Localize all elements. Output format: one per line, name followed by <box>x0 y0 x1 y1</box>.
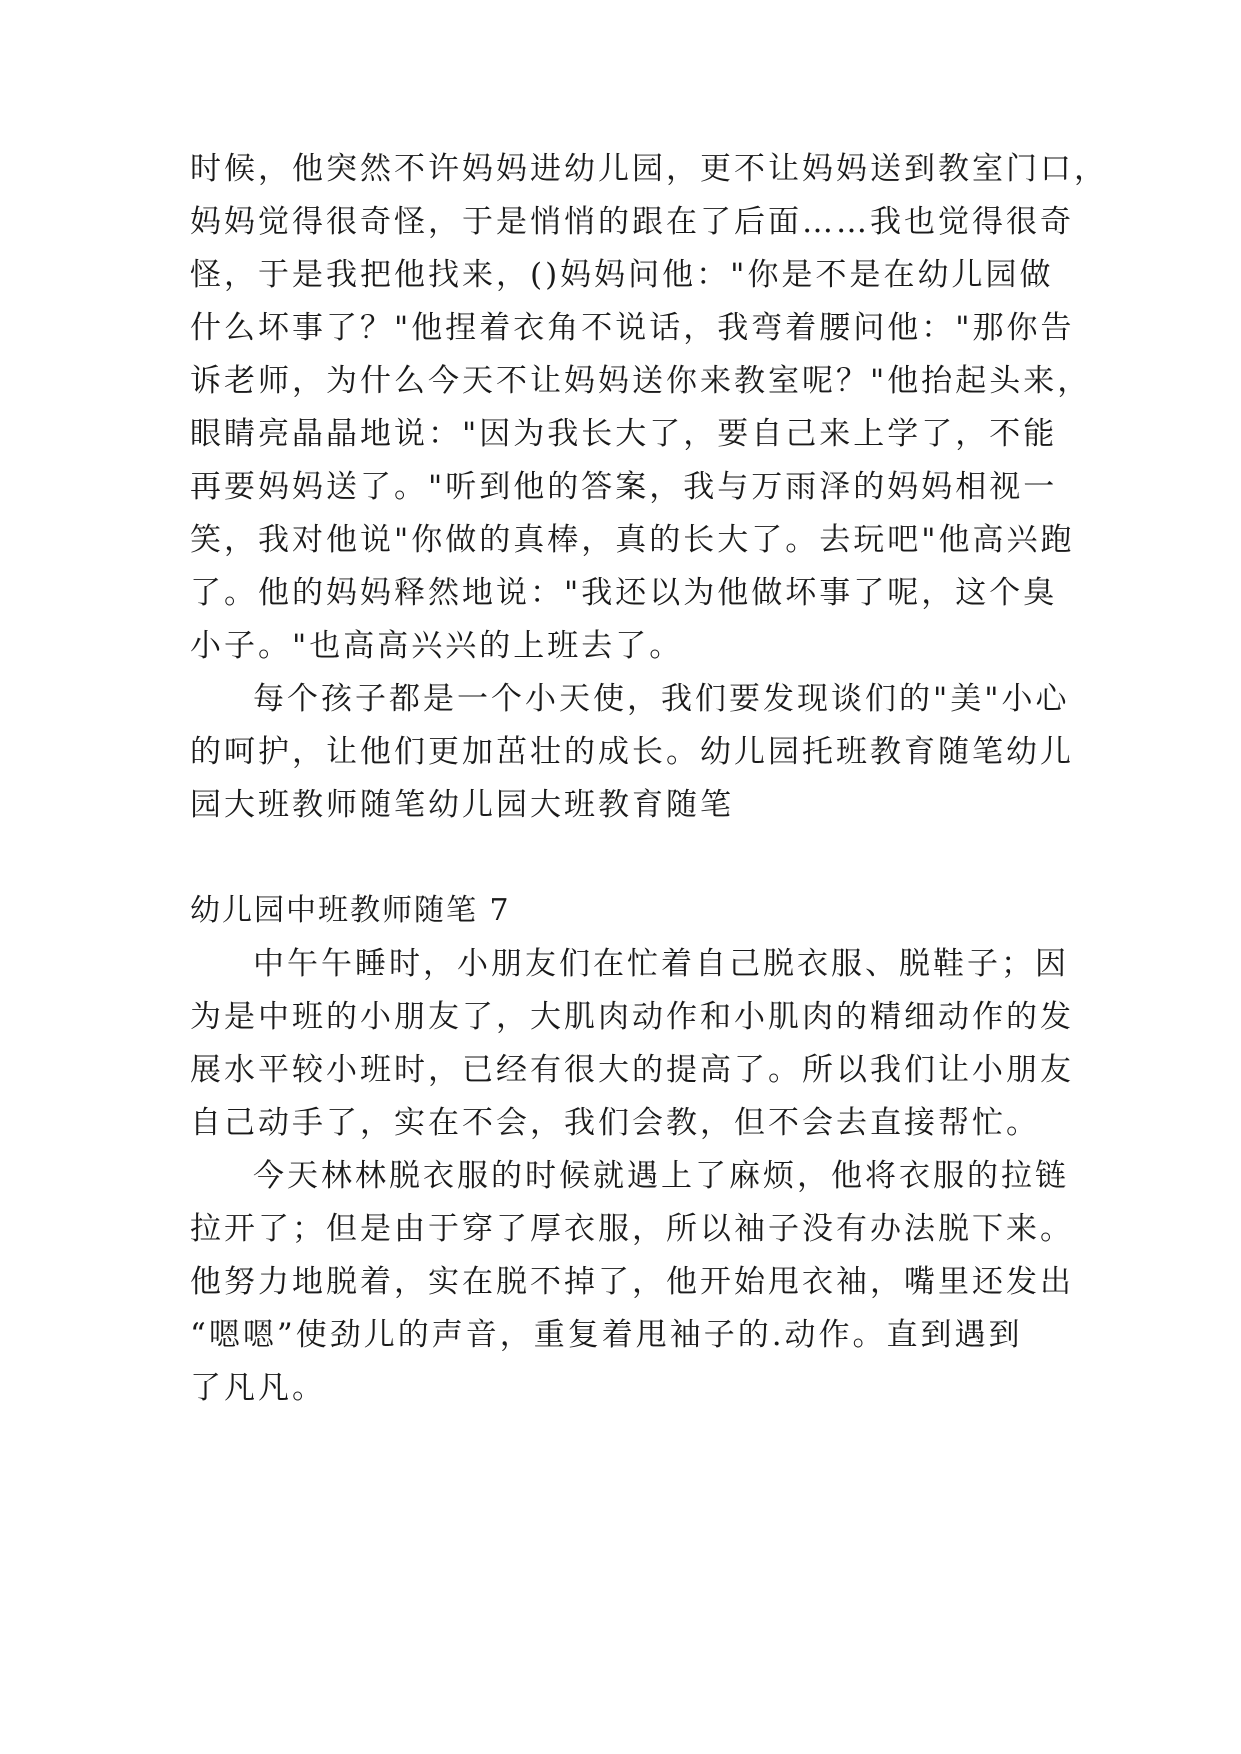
text-line: 小子。"也高高兴兴的上班去了。 <box>190 628 684 664</box>
text-line: 妈妈觉得很奇怪，于是悄悄的跟在了后面……我也觉得很奇 <box>190 204 1074 240</box>
text-line: 了凡凡。 <box>190 1370 326 1406</box>
section-heading: 幼儿园中班教师随笔 7 <box>190 893 511 928</box>
text-line: 拉开了；但是由于穿了厚衣服，所以袖子没有办法脱下来。 <box>190 1211 1074 1247</box>
text-line: 今天林林脱衣服的时候就遇上了麻烦，他将衣服的拉链 <box>253 1158 1069 1194</box>
text-line: 笑，我对他说"你做的真棒，真的长大了。去玩吧"他高兴跑 <box>190 522 1075 558</box>
text-line: 什么坏事了？"他捏着衣角不说话，我弯着腰问他："那你告 <box>190 310 1075 346</box>
text-line: 怪，于是我把他找来，()妈妈问他："你是不是在幼儿园做 <box>190 257 1054 293</box>
text-line: 眼睛亮晶晶地说："因为我长大了，要自己来上学了，不能 <box>190 416 1058 452</box>
text-line: 每个孩子都是一个小天使，我们要发现谈们的"美"小心 <box>253 681 1070 717</box>
text-line: 中午午睡时，小朋友们在忙着自己脱衣服、脱鞋子；因 <box>253 946 1069 982</box>
text-line: 诉老师，为什么今天不让妈妈送你来教室呢？"他抬起头来， <box>190 363 1092 399</box>
text-line: 自己动手了，实在不会，我们会教，但不会去直接帮忙。 <box>190 1105 1040 1141</box>
text-line: “嗯嗯”使劲儿的声音，重复着甩袖子的.动作。直到遇到 <box>190 1317 1023 1353</box>
text-line: 了。他的妈妈释然地说："我还以为他做坏事了呢，这个臭 <box>190 575 1058 611</box>
text-line: 再要妈妈送了。"听到他的答案，我与万雨泽的妈妈相视一 <box>190 469 1058 505</box>
text-line: 时候，他突然不许妈妈进幼儿园，更不让妈妈送到教室门口， <box>190 151 1108 187</box>
text-line: 的呵护，让他们更加茁壮的成长。幼儿园托班教育随笔幼儿 <box>190 734 1074 770</box>
text-line: 他努力地脱着，实在脱不掉了，他开始甩衣袖，嘴里还发出 <box>190 1264 1074 1300</box>
text-line: 为是中班的小朋友了，大肌肉动作和小肌肉的精细动作的发 <box>190 999 1074 1035</box>
text-line: 园大班教师随笔幼儿园大班教育随笔 <box>190 787 734 823</box>
text-line: 展水平较小班时，已经有很大的提高了。所以我们让小朋友 <box>190 1052 1074 1088</box>
